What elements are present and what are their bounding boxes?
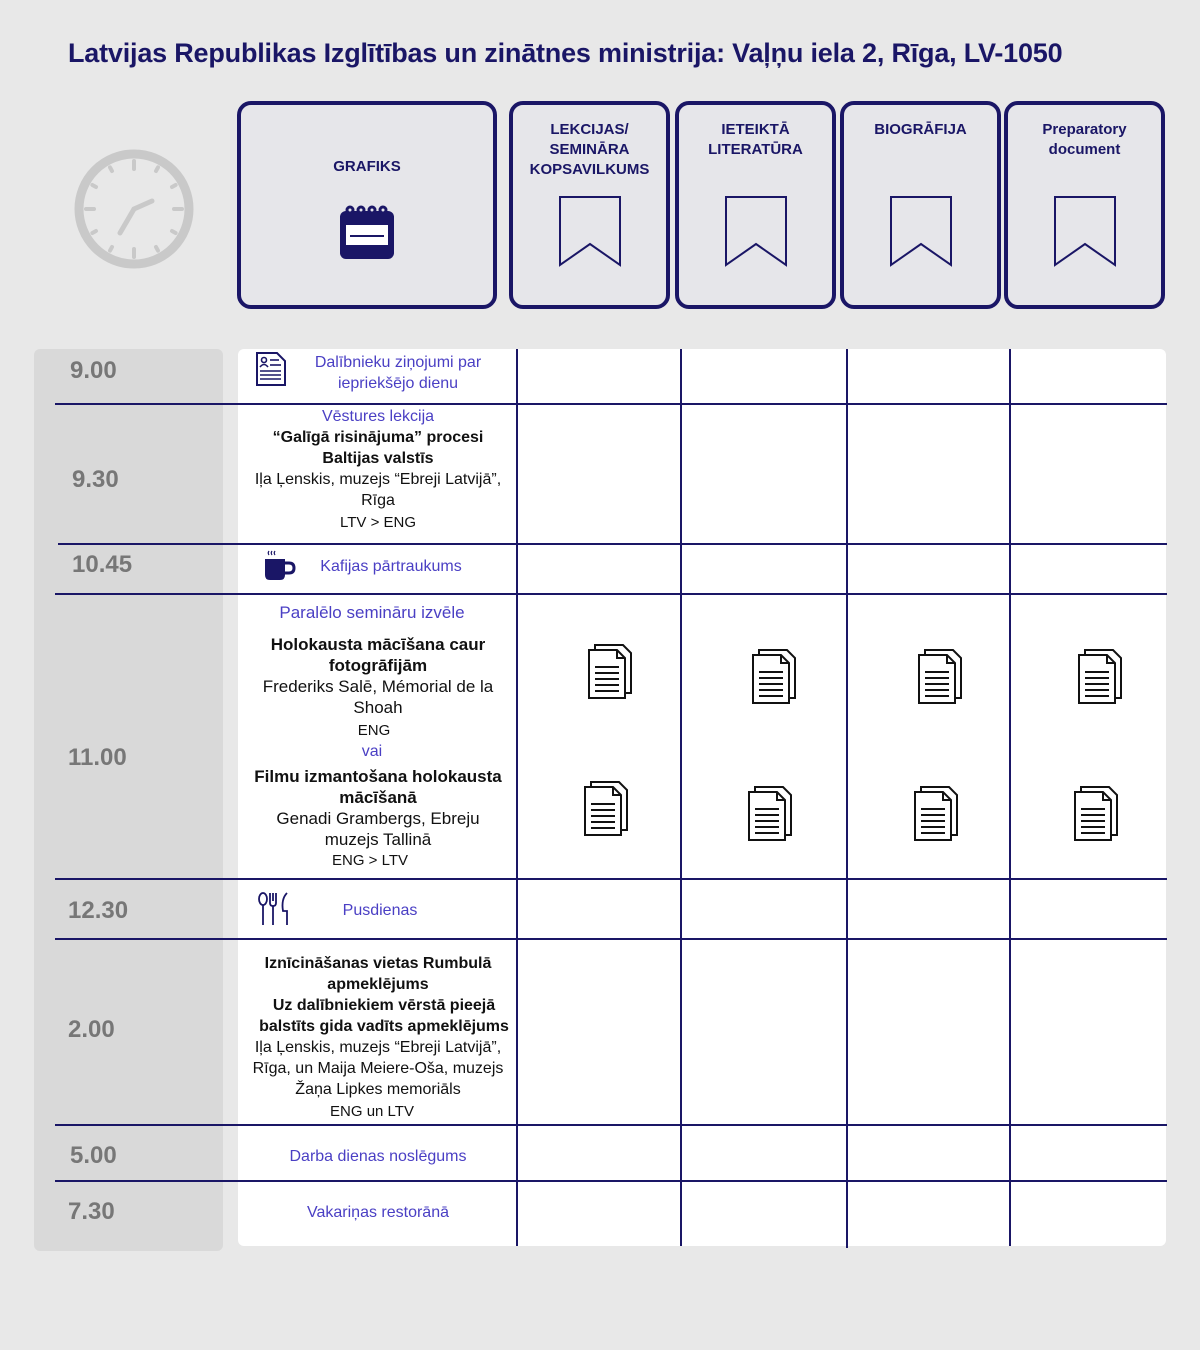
bookmark-icon[interactable] bbox=[724, 195, 788, 267]
col-divider bbox=[680, 349, 682, 1246]
seminar-2-speaker: Genadi Grambergs, Ebreju muzejs Tallinā bbox=[276, 809, 480, 849]
bookmark-icon[interactable] bbox=[889, 195, 953, 267]
document-icon[interactable] bbox=[1077, 648, 1125, 706]
bookmark-icon[interactable] bbox=[558, 195, 622, 267]
time-column bbox=[34, 349, 223, 1251]
time-label: 5.00 bbox=[70, 1142, 117, 1169]
header-col-biography bbox=[840, 101, 1001, 309]
document-icon[interactable] bbox=[913, 785, 961, 843]
seminar-1-title: Holokausta mācīšana caur fotogrāfijām bbox=[270, 635, 486, 675]
time-label: 9.30 bbox=[72, 466, 119, 493]
header-col-summary-label: LEKCIJAS/ SEMINĀRA KOPSAVILKUMS bbox=[529, 121, 650, 178]
row-divider bbox=[55, 593, 1167, 595]
row-text: Dalībnieku ziņojumi par iepriekšējo dienu bbox=[314, 354, 482, 392]
session-subtitle: Uz dalībniekiem vērstā pieejā balstīts gida vadīts apmeklējums bbox=[259, 997, 509, 1035]
row-divider bbox=[55, 878, 1167, 880]
col-divider bbox=[516, 349, 518, 1246]
header-col-summary bbox=[509, 101, 670, 309]
seminar-1-language: ENG bbox=[357, 722, 391, 739]
row-text: Darba dienas noslēgums bbox=[289, 1148, 467, 1165]
header-col-preparatory-label: Preparatory document bbox=[1042, 121, 1127, 158]
row-divider bbox=[55, 938, 1167, 940]
session-language: LTV > ENG bbox=[340, 514, 416, 531]
row-text: Pusdienas bbox=[342, 902, 418, 919]
row-divider bbox=[55, 1124, 1167, 1126]
row-text: Vakariņas restorānā bbox=[307, 1204, 449, 1221]
header-col-biography-label: BIOGRĀFIJA bbox=[874, 121, 967, 138]
seminar-2-title: Filmu izmantošana holokausta mācīšanā bbox=[254, 767, 502, 807]
session-type: Vēstures lekcija bbox=[321, 408, 435, 425]
time-label: 11.00 bbox=[68, 744, 127, 771]
time-label: 2.00 bbox=[68, 1016, 115, 1043]
col-divider bbox=[846, 349, 848, 1248]
document-icon[interactable] bbox=[1073, 785, 1121, 843]
page-title: Latvijas Republikas Izglītības un zinātnes ministrija: Vaļņu iela 2, Rīga, LV-1050 bbox=[68, 38, 1063, 68]
cutlery-icon bbox=[257, 891, 293, 927]
lecture-block bbox=[240, 406, 516, 533]
seminar-choice-block bbox=[240, 602, 516, 871]
document-icon[interactable] bbox=[583, 780, 631, 838]
document-icon[interactable] bbox=[751, 648, 799, 706]
seminar-1-speaker: Frederiks Salē, Mémorial de la Shoah bbox=[262, 677, 494, 717]
row-text: Kafijas pārtraukums bbox=[320, 558, 462, 575]
time-label: 9.00 bbox=[70, 357, 117, 384]
time-label: 10.45 bbox=[72, 551, 133, 578]
time-label: 12.30 bbox=[68, 897, 129, 924]
session-type: Paralēlo semināru izvēle bbox=[279, 603, 465, 622]
document-icon[interactable] bbox=[747, 785, 795, 843]
session-title: Iznīcināšanas vietas Rumbulā apmeklējums bbox=[264, 955, 492, 993]
row-divider bbox=[58, 543, 1167, 545]
session-speaker: Iļa Ļenskis, muzejs “Ebreji Latvijā”, Rīga bbox=[254, 471, 502, 509]
seminar-2-language: ENG > LTV bbox=[332, 852, 408, 869]
header-schedule-label: GRAFIKS bbox=[333, 158, 401, 175]
time-label: 7.30 bbox=[68, 1198, 115, 1225]
row-divider bbox=[55, 403, 1167, 405]
visit-block bbox=[240, 953, 516, 1122]
calendar-icon bbox=[337, 203, 397, 263]
session-speaker: Iļa Ļenskis, muzejs “Ebreji Latvijā”, Rīga, un Maija Meiere-Oša, muzejs Žaņa Lipkes memoriāls bbox=[252, 1039, 504, 1098]
coffee-icon bbox=[263, 550, 297, 582]
document-icon[interactable] bbox=[587, 643, 635, 701]
clock-icon bbox=[72, 147, 196, 271]
header-schedule bbox=[237, 101, 497, 309]
col-divider bbox=[1009, 349, 1011, 1246]
report-icon bbox=[255, 351, 287, 387]
document-icon[interactable] bbox=[917, 648, 965, 706]
or-label: vai bbox=[361, 743, 383, 760]
row-divider bbox=[55, 1180, 1167, 1182]
header-col-preparatory bbox=[1004, 101, 1165, 309]
bookmark-icon[interactable] bbox=[1053, 195, 1117, 267]
header-col-literature-label: IETEIKTĀ LITERATŪRA bbox=[708, 121, 803, 158]
header-col-literature bbox=[675, 101, 836, 309]
session-language: ENG un LTV bbox=[330, 1103, 414, 1120]
session-title: “Galīgā risinājuma” procesi Baltijas valstīs bbox=[272, 429, 484, 467]
